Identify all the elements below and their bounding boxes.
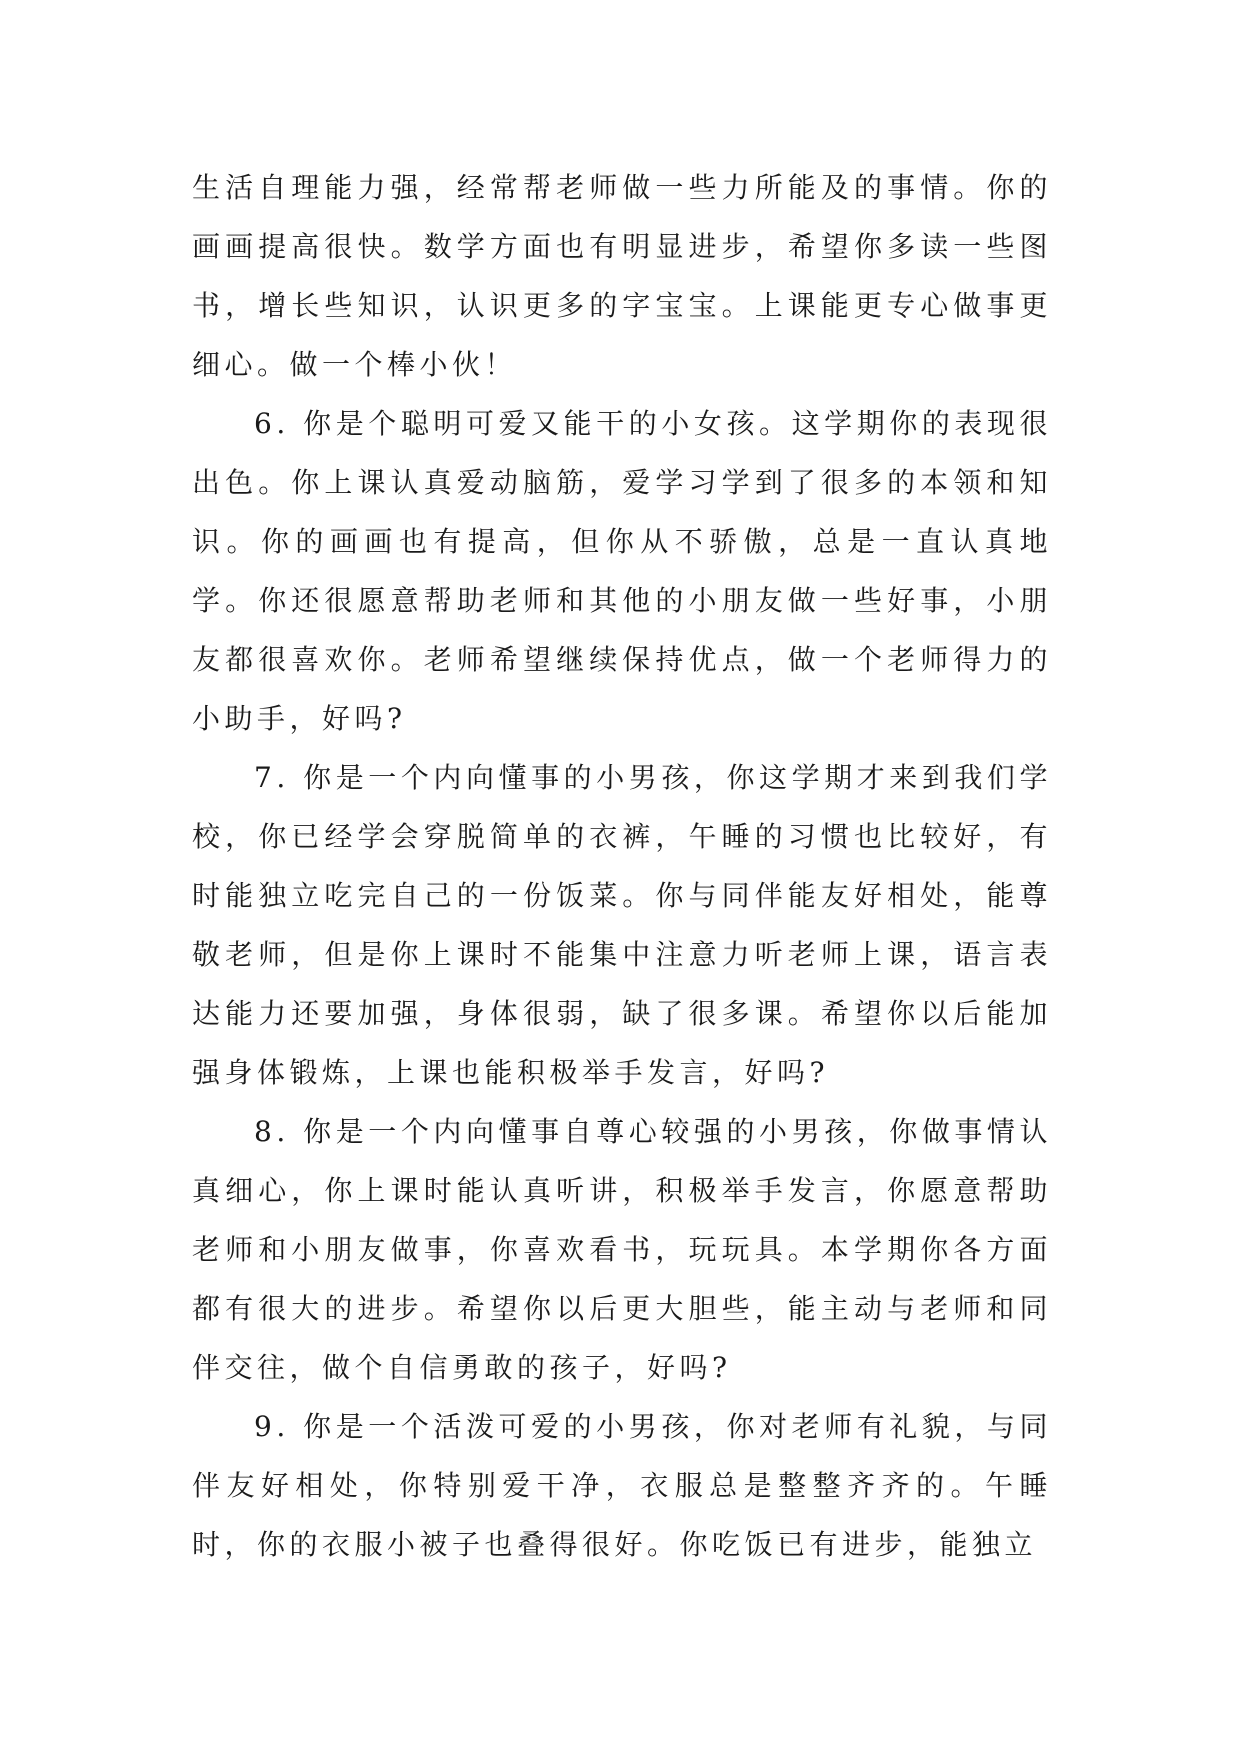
paragraph-item-9: 9. 你是一个活泼可爱的小男孩，你对老师有礼貌，与同伴友好相处，你特别爱干净，衣服总是整整齐齐的。午睡时，你的衣服小被子也叠得很好。你吃饭已有进步，能独立	[192, 1410, 1052, 1561]
paragraph-item-8: 8. 你是一个内向懂事自尊心较强的小男孩，你做事情认真细心，你上课时能认真听讲，积极举手发言，你愿意帮助老师和小朋友做事，你喜欢看书，玩玩具。本学期你各方面都有很大的进步。希望你以后更大胆些，能主动与老师和同伴交往，做个自信勇敢的孩子，好吗?	[192, 1115, 1052, 1384]
paragraph-item-7: 7. 你是一个内向懂事的小男孩，你这学期才来到我们学校，你已经学会穿脱简单的衣裤，午睡的习惯也比较好，有时能独立吃完自己的一份饭菜。你与同伴能友好相处，能尊敬老师，但是你上课时不能集中注意力听老师上课，语言表达能力还要加强，身体很弱，缺了很多课。希望你以后能加强身体锻炼，上课也能积极举手发言，好吗?	[192, 761, 1052, 1089]
document-page	[192, 158, 1052, 1574]
paragraph-continuation: 生活自理能力强，经常帮老师做一些力所能及的事情。你的画画提高很快。数学方面也有明显进步，希望你多读一些图书，增长些知识，认识更多的字宝宝。上课能更专心做事更细心。做一个棒小伙！	[192, 171, 1052, 381]
paragraph-item-6: 6. 你是个聪明可爱又能干的小女孩。这学期你的表现很出色。你上课认真爱动脑筋，爱学习学到了很多的本领和知识。你的画画也有提高，但你从不骄傲，总是一直认真地学。你还很愿意帮助老师和其他的小朋友做一些好事，小朋友都很喜欢你。老师希望继续保持优点，做一个老师得力的小助手，好吗?	[192, 407, 1052, 735]
